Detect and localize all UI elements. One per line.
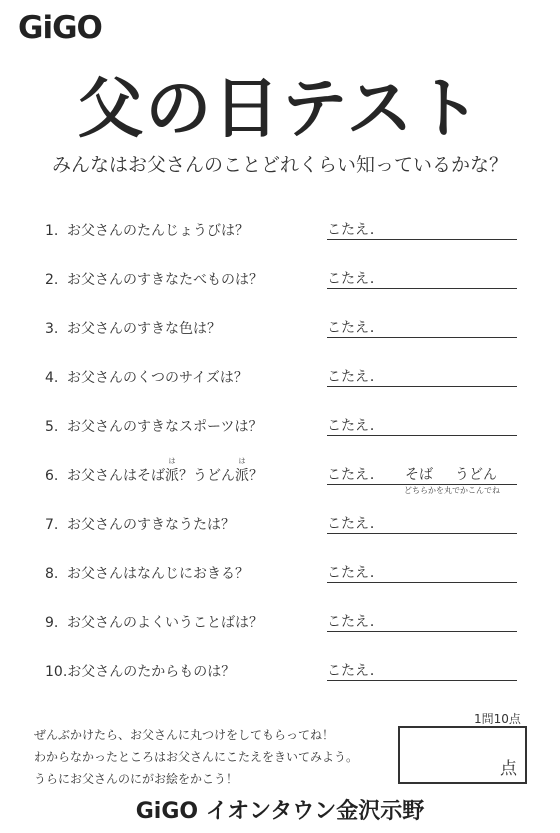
question-label: お父さんはそば [67,468,165,484]
points-per-question: 1問10点 [474,712,521,726]
question-row-10 [0,647,560,696]
question-row-3 [0,304,560,353]
answer-line[interactable] [327,562,517,583]
question-label: お父さんのたからものは？ [67,664,236,680]
answer-label: こたえ． [327,222,384,238]
choice-soba[interactable]: そば [405,467,433,483]
answer-line[interactable] [327,464,517,485]
question-number: 10. [45,664,68,680]
question-number: 7. [45,517,59,533]
answer-label: こたえ． [327,614,384,630]
question-number: 1. [45,223,59,239]
question-number: 3. [45,321,59,337]
question-text [45,661,235,681]
answer-line[interactable] [327,317,517,338]
question-list [0,206,560,696]
question-row-5 [0,402,560,451]
choice-hint: どちらかを丸でかこんでね [404,486,500,495]
question-number: 4. [45,370,59,386]
kanji-with-ruby [165,457,179,485]
question-text [45,563,249,583]
question-label: お父さんのすきな色は？ [67,321,221,337]
question-text [45,367,248,387]
question-row-4 [0,353,560,402]
answer-label: こたえ． [327,663,384,679]
answer-line[interactable] [327,268,517,289]
ruby-reading: は [168,457,176,465]
instructions [34,724,358,790]
question-number: 5. [45,419,59,435]
choice-udon[interactable]: うどん [455,467,497,483]
question-text [45,220,249,240]
answer-line[interactable] [327,660,517,681]
question-number: 8. [45,566,59,582]
kanji: 派 [165,468,179,484]
question-text [45,612,263,632]
page-subtitle: みんなはお父さんのことどれくらい知っているかな？ [51,154,508,176]
instruction-line: ぜんぶかけたら、お父さんに丸つけをしてもらってね！ [34,728,335,742]
answer-line[interactable] [327,415,517,436]
ruby-reading: は [238,457,246,465]
question-label: ？ [249,468,263,484]
question-label: ？うどん [179,468,235,484]
answer-line[interactable] [327,611,517,632]
question-text [45,318,221,338]
answer-label: こたえ． [327,271,384,287]
store-name-footer: GiGO イオンタウン金沢示野 [135,799,425,824]
question-label: お父さんのくつのサイズは？ [67,370,248,386]
question-number: 6. [45,468,59,484]
choice-group [405,464,519,484]
question-text [45,514,235,534]
score-unit: 点 [500,759,517,779]
question-row-2 [0,255,560,304]
kanji: 派 [235,468,249,484]
question-number: 2. [45,272,59,288]
answer-label: こたえ． [327,467,384,483]
question-text [45,416,262,436]
kanji-with-ruby [235,457,249,485]
answer-label: こたえ． [327,565,384,581]
question-label: お父さんはなんじにおきる？ [67,566,249,582]
answer-label: こたえ． [327,320,384,336]
instruction-line: わからなかったところはお父さんにこたえをきいてみよう。 [34,750,359,764]
question-row-9 [0,598,560,647]
answer-label: こたえ． [327,516,384,532]
answer-line[interactable] [327,513,517,534]
page-title: 父の日テスト [77,70,483,147]
question-label: お父さんのすきなスポーツは？ [67,419,263,435]
answer-label: こたえ． [327,418,384,434]
answer-label: こたえ． [327,369,384,385]
question-label: お父さんのたんじょうびは？ [67,223,249,239]
question-text [45,269,263,289]
question-label: お父さんのすきなたべものは？ [67,272,263,288]
question-label: お父さんのよくいうことばは？ [67,615,263,631]
question-text [45,457,263,485]
question-row-8 [0,549,560,598]
instruction-line: うらにお父さんのにがお絵をかこう！ [34,772,239,786]
score-box[interactable] [398,726,527,784]
answer-line[interactable] [327,366,517,387]
question-number: 9. [45,615,59,631]
question-label: お父さんのすきなうたは？ [67,517,235,533]
answer-line[interactable] [327,219,517,240]
gigo-logo: GiGO [18,10,102,46]
question-row-7 [0,500,560,549]
question-row-1 [0,206,560,255]
